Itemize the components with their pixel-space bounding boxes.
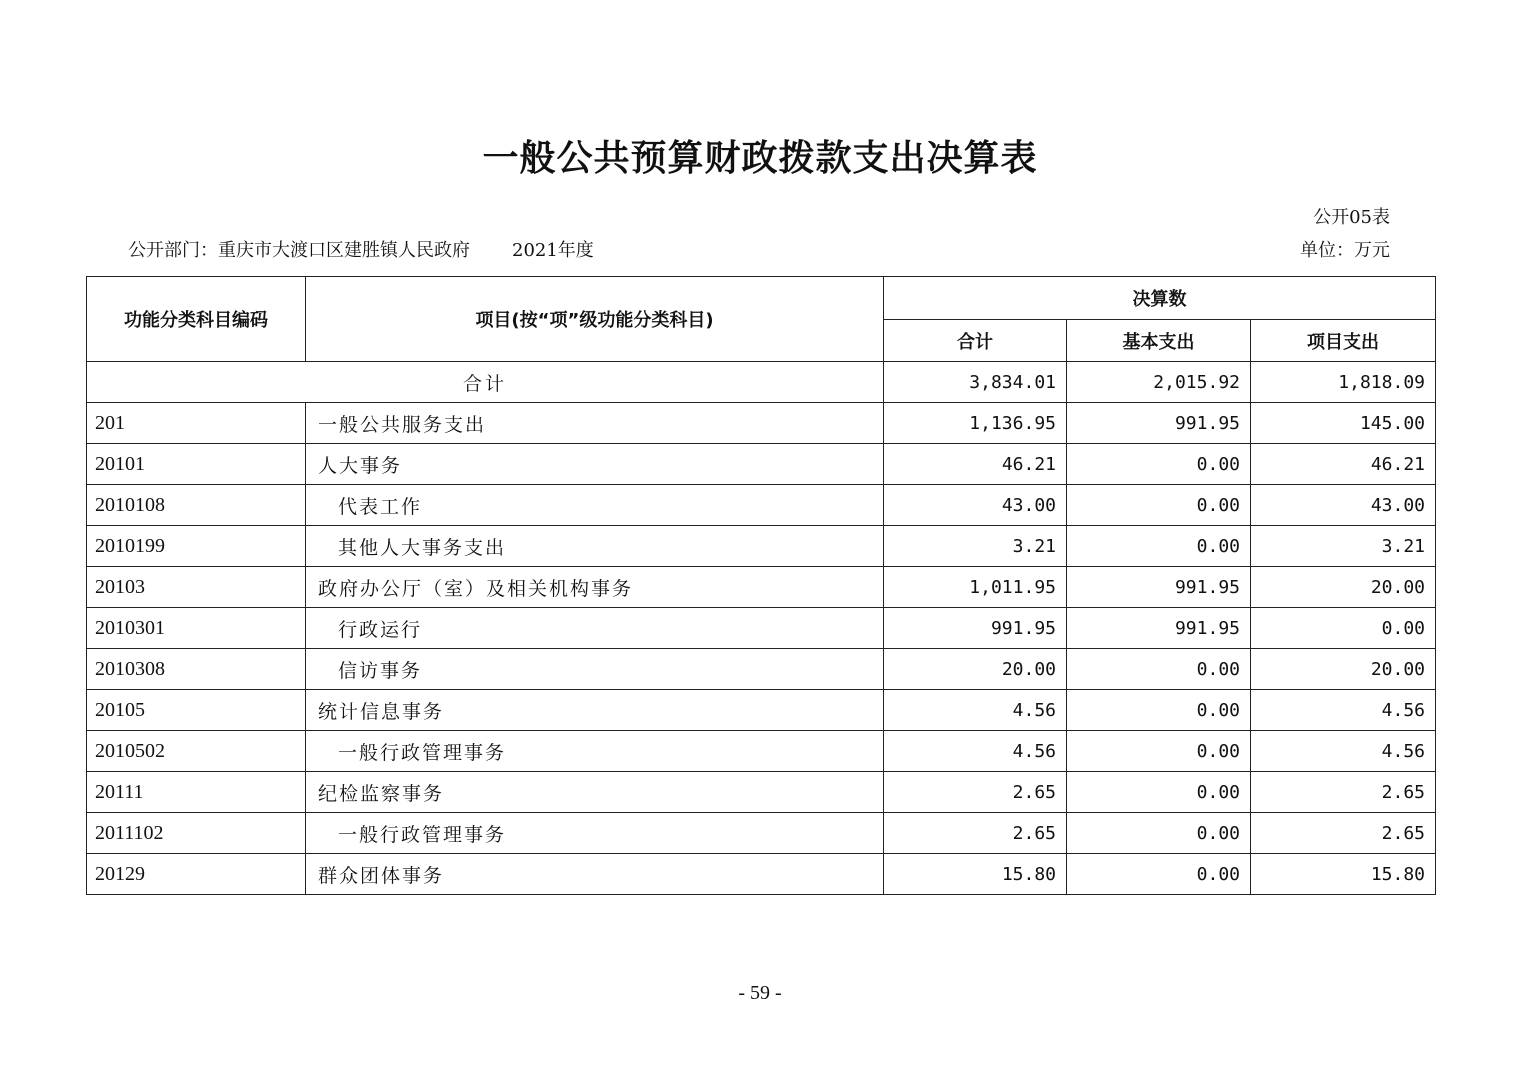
row-total: 2.65: [884, 813, 1067, 854]
row-project: 4.56: [1251, 690, 1436, 731]
row-code: 2010199: [87, 526, 306, 567]
header-code: 功能分类科目编码: [87, 277, 306, 362]
table-row: [87, 526, 1436, 567]
row-total: 43.00: [884, 485, 1067, 526]
row-total: 991.95: [884, 608, 1067, 649]
total-project: 1,818.09: [1251, 362, 1436, 403]
row-code: 20103: [87, 567, 306, 608]
total-label: 合计: [87, 362, 884, 403]
row-code: 20105: [87, 690, 306, 731]
table-row: [87, 690, 1436, 731]
row-code: 2011102: [87, 813, 306, 854]
row-name: 一般公共服务支出: [306, 403, 884, 444]
table-row: [87, 485, 1436, 526]
row-name: 代表工作: [306, 485, 884, 526]
table-row: [87, 403, 1436, 444]
row-code: 2010502: [87, 731, 306, 772]
row-total: 4.56: [884, 690, 1067, 731]
table-row: [87, 813, 1436, 854]
row-basic: 0.00: [1067, 526, 1251, 567]
row-name: 其他人大事务支出: [306, 526, 884, 567]
fiscal-year: 2021年度: [512, 240, 594, 261]
row-total: 4.56: [884, 731, 1067, 772]
row-project: 20.00: [1251, 649, 1436, 690]
row-basic: 991.95: [1067, 608, 1251, 649]
row-code: 201: [87, 403, 306, 444]
row-code: 2010301: [87, 608, 306, 649]
row-project: 2.65: [1251, 813, 1436, 854]
table-row: [87, 772, 1436, 813]
row-basic: 0.00: [1067, 813, 1251, 854]
row-project: 4.56: [1251, 731, 1436, 772]
row-code: 2010308: [87, 649, 306, 690]
row-name: 行政运行: [306, 608, 884, 649]
department-line: [128, 236, 594, 262]
row-project: 0.00: [1251, 608, 1436, 649]
table-row: [87, 608, 1436, 649]
table-row: [87, 444, 1436, 485]
expenditure-table: [86, 276, 1436, 895]
department-label: 公开部门：重庆市大渡口区建胜镇人民政府: [128, 240, 470, 261]
row-name: 一般行政管理事务: [306, 813, 884, 854]
row-total: 15.80: [884, 854, 1067, 895]
total-amount: 3,834.01: [884, 362, 1067, 403]
header-basic: 基本支出: [1067, 320, 1251, 362]
row-basic: 0.00: [1067, 649, 1251, 690]
row-total: 46.21: [884, 444, 1067, 485]
header-item: 项目(按“项”级功能分类科目): [306, 277, 884, 362]
row-total: 20.00: [884, 649, 1067, 690]
row-basic: 0.00: [1067, 854, 1251, 895]
page-number: - 59 -: [738, 982, 782, 1004]
header-project: 项目支出: [1251, 320, 1436, 362]
table-row: [87, 731, 1436, 772]
row-name: 信访事务: [306, 649, 884, 690]
row-basic: 0.00: [1067, 444, 1251, 485]
row-project: 145.00: [1251, 403, 1436, 444]
row-basic: 991.95: [1067, 403, 1251, 444]
row-basic: 0.00: [1067, 731, 1251, 772]
row-basic: 0.00: [1067, 485, 1251, 526]
row-total: 2.65: [884, 772, 1067, 813]
row-project: 20.00: [1251, 567, 1436, 608]
row-project: 46.21: [1251, 444, 1436, 485]
row-total: 1,136.95: [884, 403, 1067, 444]
row-name: 群众团体事务: [306, 854, 884, 895]
row-project: 43.00: [1251, 485, 1436, 526]
row-code: 20111: [87, 772, 306, 813]
table-row: [87, 567, 1436, 608]
row-basic: 0.00: [1067, 772, 1251, 813]
row-project: 2.65: [1251, 772, 1436, 813]
row-project: 15.80: [1251, 854, 1436, 895]
row-basic: 991.95: [1067, 567, 1251, 608]
total-basic: 2,015.92: [1067, 362, 1251, 403]
form-number: 公开05表: [1313, 207, 1390, 228]
row-code: 2010108: [87, 485, 306, 526]
header-final-accounts: 决算数: [884, 277, 1436, 320]
row-name: 人大事务: [306, 444, 884, 485]
row-name: 统计信息事务: [306, 690, 884, 731]
row-name: 纪检监察事务: [306, 772, 884, 813]
row-code: 20101: [87, 444, 306, 485]
page-title: 一般公共预算财政拨款支出决算表: [482, 138, 1038, 179]
unit-label: 单位：万元: [1300, 240, 1390, 261]
row-total: 1,011.95: [884, 567, 1067, 608]
table-row: [87, 649, 1436, 690]
row-name: 一般行政管理事务: [306, 731, 884, 772]
row-basic: 0.00: [1067, 690, 1251, 731]
row-code: 20129: [87, 854, 306, 895]
row-total: 3.21: [884, 526, 1067, 567]
row-name: 政府办公厅（室）及相关机构事务: [306, 567, 884, 608]
total-row: [87, 362, 1436, 403]
row-project: 3.21: [1251, 526, 1436, 567]
header-total: 合计: [884, 320, 1067, 362]
table-row: [87, 854, 1436, 895]
